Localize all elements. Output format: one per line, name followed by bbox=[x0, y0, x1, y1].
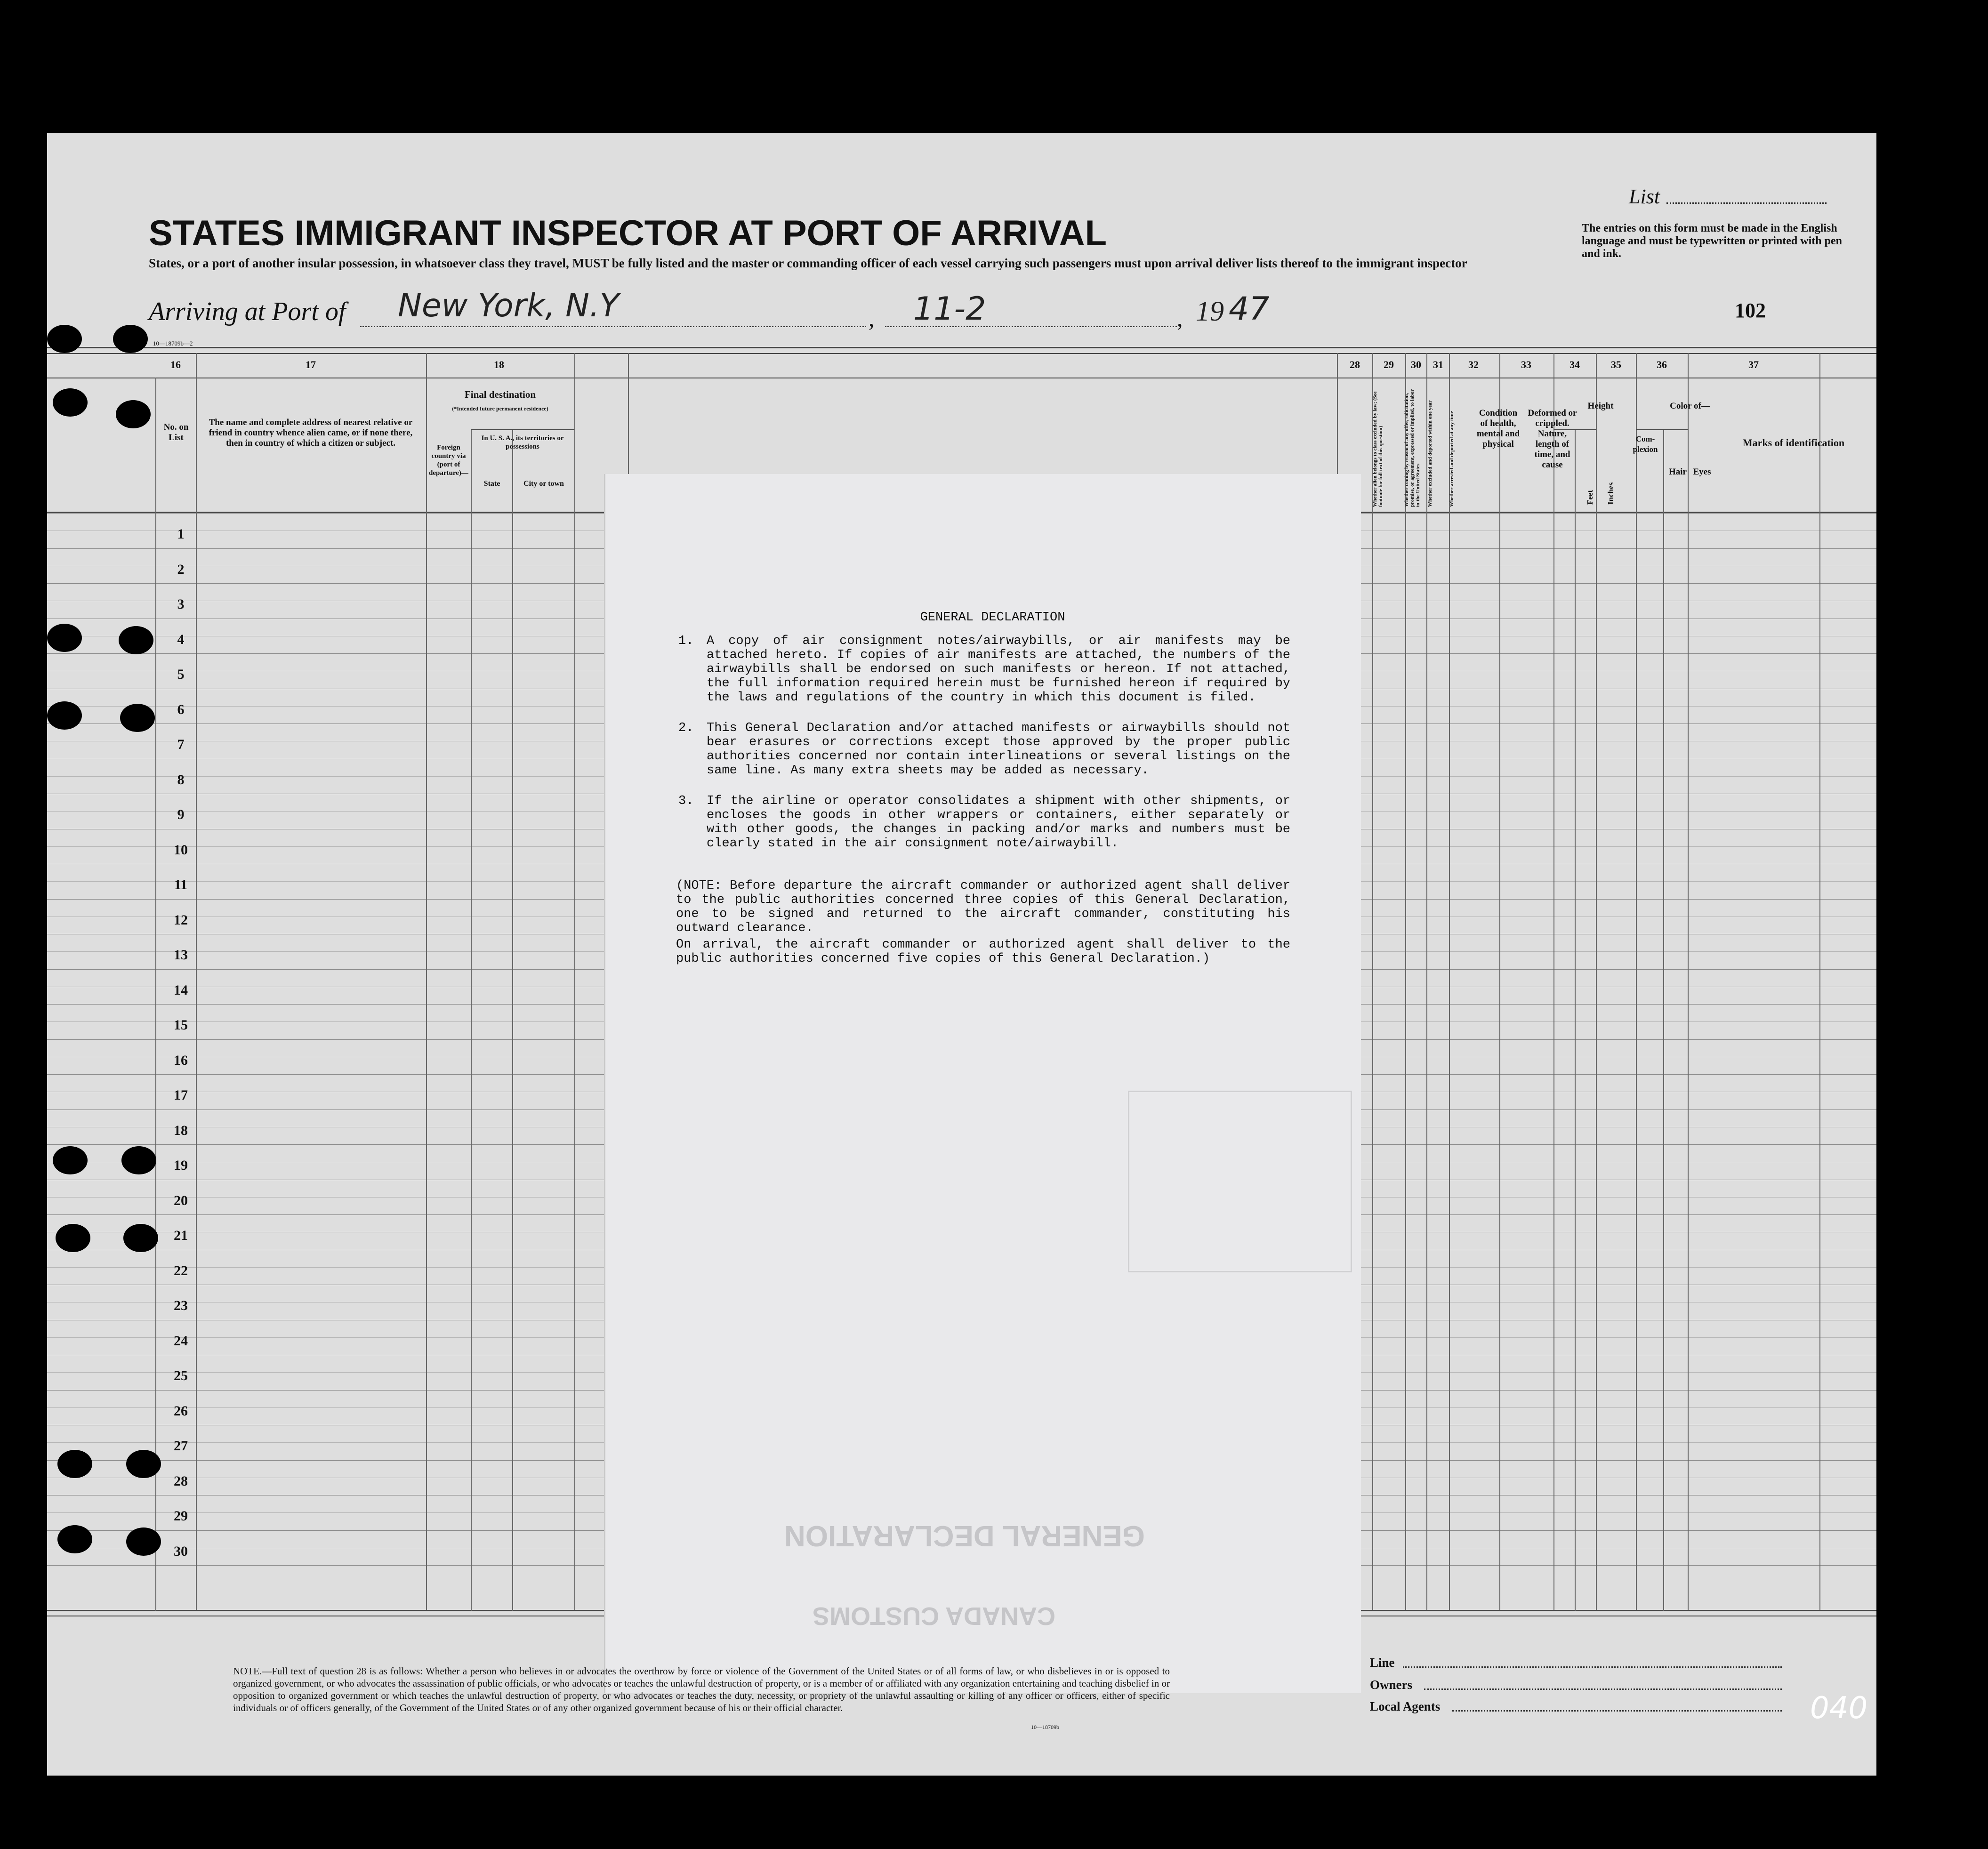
row-number: 21 bbox=[174, 1228, 188, 1243]
year-handwritten: 47 bbox=[1229, 290, 1270, 328]
list-number-line bbox=[1666, 202, 1827, 204]
frame-number: 040 bbox=[1810, 1691, 1868, 1726]
declaration-note: (NOTE: Before departure the aircraft commander or authorized agent shall deliver to the public authorities concerned three copies of this General Declaration, one to be signed and returned to the aircraft commander, constituting his outward clearance. bbox=[676, 879, 1290, 935]
line-label: Line bbox=[1370, 1656, 1395, 1670]
header-foreign-country: Foreign country via (port of departure)— bbox=[429, 444, 468, 477]
comma-2: , bbox=[1177, 305, 1183, 331]
binder-hole bbox=[120, 704, 155, 732]
colnum-32: 32 bbox=[1468, 359, 1479, 370]
binder-hole bbox=[126, 1450, 161, 1478]
header-relative-address: The name and complete address of nearest relative or friend in country whence alien came, or if none there, then in country of which a citizen or subject. bbox=[209, 418, 413, 448]
owners-field bbox=[1424, 1688, 1782, 1690]
colnum-16: 16 bbox=[170, 359, 181, 370]
header-color-of: Color of— bbox=[1670, 401, 1710, 411]
binder-hole bbox=[126, 1527, 161, 1556]
general-declaration-sheet bbox=[604, 474, 1361, 1693]
row-number: 3 bbox=[177, 596, 185, 612]
form-title: STATES IMMIGRANT INSPECTOR AT PORT OF ARRIVAL bbox=[149, 213, 1107, 253]
binder-hole bbox=[57, 1450, 92, 1478]
header-city: City or town bbox=[523, 480, 564, 488]
binder-hole bbox=[57, 1525, 92, 1553]
header-hair: Hair bbox=[1669, 467, 1687, 477]
col-line bbox=[1636, 353, 1637, 1610]
col-line bbox=[1596, 353, 1597, 1610]
row-number: 24 bbox=[174, 1333, 188, 1349]
date-handwritten: 11-2 bbox=[913, 290, 986, 328]
entries-note: The entries on this form must be made in the English language and must be typewritten or printed with pen and ink. bbox=[1582, 222, 1842, 260]
header-inches: Inches bbox=[1606, 482, 1615, 505]
colnum-34: 34 bbox=[1569, 359, 1580, 370]
header-condition-health: Condition of health, mental and physical bbox=[1476, 408, 1520, 449]
arriving-label: Arriving at Port of bbox=[149, 297, 346, 326]
footnote-question-28: NOTE.—Full text of question 28 is as follows: Whether a person who believes in or advocates the overthrow by force or violence of the Government of the United States or of all forms of law, or who disbelieves in or is opposed to organized government, or who advocates the assassination of public officials, or who advocates or teaches the unlawful destruction of property, or is a member of or affiliated with any organization entertaining and teaching disbelief in or opposition to organized government or which teaches the unlawful destruction of property, or who advocates or teaches the duty, necessity, or propriety of the unlawful assaulting or killing of any officer or officers, either of specific individuals or of officers generally, of the Government of the United States or of any other organized government because of his or their official character. bbox=[233, 1665, 1170, 1713]
header-final-destination: Final destination bbox=[464, 389, 536, 400]
usa-sub-rule bbox=[471, 429, 574, 430]
manifest-sheet bbox=[47, 133, 1876, 1776]
row-number: 11 bbox=[174, 877, 188, 892]
comma-1: , bbox=[869, 305, 875, 331]
header-q31: Whether arrested and deported at any time bbox=[1449, 411, 1455, 507]
row-number: 7 bbox=[177, 737, 185, 752]
row-number: 30 bbox=[174, 1543, 188, 1559]
col-line bbox=[1663, 429, 1664, 1611]
declaration-item-1-number: 1. bbox=[678, 634, 694, 648]
row-number: 27 bbox=[174, 1438, 188, 1454]
row-number: 15 bbox=[174, 1017, 188, 1033]
row-number: 9 bbox=[177, 807, 185, 822]
table-top-rule-2 bbox=[47, 353, 1876, 354]
row-number: 5 bbox=[177, 667, 185, 682]
col-line bbox=[1499, 353, 1500, 1610]
owners-label: Owners bbox=[1370, 1678, 1412, 1692]
binder-hole bbox=[113, 325, 148, 353]
row-number: 10 bbox=[174, 842, 188, 858]
declaration-heading: GENERAL DECLARATION bbox=[920, 611, 1065, 625]
local-agents-field bbox=[1452, 1710, 1782, 1712]
row-number: 8 bbox=[177, 772, 185, 788]
col-line bbox=[155, 378, 156, 1611]
row-number: 19 bbox=[174, 1158, 188, 1173]
binder-hole bbox=[47, 624, 82, 652]
colnum-18: 18 bbox=[494, 359, 504, 370]
colnum-33: 33 bbox=[1521, 359, 1531, 370]
binder-hole bbox=[47, 325, 82, 353]
col-line bbox=[1405, 353, 1406, 1610]
row-number: 20 bbox=[174, 1192, 188, 1208]
col-line bbox=[1819, 353, 1820, 1610]
declaration-item-3: If the airline or operator consolidates a shipment with other shipments, or encloses the goods in other wrappers or containers, either separately or with other goods, the changes in packing and/or marks and numbers must be clearly stated in the air consignment note/airwaybill. bbox=[707, 794, 1290, 851]
header-height: Height bbox=[1587, 401, 1614, 411]
bleed-through-declaration: GENERAL DECLARATION bbox=[784, 1519, 1145, 1552]
col-line bbox=[471, 429, 472, 1611]
year-prefix: 19 bbox=[1196, 296, 1224, 327]
row-number: 22 bbox=[174, 1262, 188, 1278]
row-number: 12 bbox=[174, 912, 188, 928]
bleed-through-customs: CANADA CUSTOMS bbox=[813, 1602, 1056, 1630]
colnum-36: 36 bbox=[1657, 359, 1667, 370]
col-line bbox=[512, 429, 513, 1611]
header-q29: Whether coming by reason of any offer, solicitation, promise, or agreement, expressed or implied, to labor in the United States bbox=[1404, 389, 1421, 507]
port-handwritten: New York, N.Y bbox=[398, 287, 620, 324]
footnote-form-number: 10—18709b bbox=[1031, 1724, 1059, 1730]
colnum-29: 29 bbox=[1384, 359, 1394, 370]
declaration-item-3-number: 3. bbox=[678, 794, 694, 808]
binder-hole bbox=[116, 400, 151, 428]
header-q28: Whether alien belongs to class excluded by law; (See footnote for full text of this question) bbox=[1372, 391, 1384, 507]
binder-hole bbox=[53, 1146, 88, 1174]
page-number: 102 bbox=[1735, 299, 1766, 322]
declaration-item-2: This General Declaration and/or attached manifests or airwaybills should not bear erasures or corrections except those approved by the proper public authorities concerned nor contain interlineations or several listings on the same line. As many extra sheets may be added as necessary. bbox=[707, 721, 1290, 778]
row-number: 16 bbox=[174, 1052, 188, 1068]
binder-hole bbox=[123, 1224, 158, 1252]
declaration-item-1: A copy of air consignment notes/airwaybills, or air manifests may be attached hereto. If copies of air manifests are attached, the numbers of the airwaybills shall be endorsed on such manifests or hereon. If not attached, the full information required herein must be furnished hereon if required by the laws and regulations of the country in which this document is filed. bbox=[707, 634, 1290, 705]
bleed-through-box bbox=[1128, 1091, 1352, 1272]
color-sub-rule bbox=[1636, 429, 1688, 430]
header-deformed: Deformed or crippled. Nature, length of time, and cause bbox=[1528, 408, 1577, 470]
row-number: 17 bbox=[174, 1087, 188, 1103]
line-field bbox=[1403, 1666, 1782, 1668]
row-number: 6 bbox=[177, 701, 185, 717]
row-number: 25 bbox=[174, 1368, 188, 1383]
row-number: 29 bbox=[174, 1508, 188, 1524]
row-number: 13 bbox=[174, 947, 188, 963]
row-number: 2 bbox=[177, 561, 185, 577]
colnum-30: 30 bbox=[1411, 359, 1421, 370]
row-number: 4 bbox=[177, 631, 185, 647]
binder-hole bbox=[47, 701, 82, 730]
binder-hole bbox=[119, 626, 153, 654]
header-complexion: Com-plexion bbox=[1633, 434, 1658, 454]
row-number: 14 bbox=[174, 982, 188, 998]
col-line bbox=[1449, 353, 1450, 1610]
row-number: 26 bbox=[174, 1403, 188, 1419]
col-line bbox=[1688, 353, 1689, 1610]
table-top-rule bbox=[47, 347, 1876, 348]
row-number: 18 bbox=[174, 1122, 188, 1138]
header-no-on-list: No. on List bbox=[163, 422, 189, 442]
binder-hole bbox=[56, 1224, 90, 1252]
header-state: State bbox=[483, 480, 500, 488]
header-q30: Whether excluded and deported within one year bbox=[1427, 400, 1433, 507]
header-marks: Marks of identification bbox=[1742, 437, 1845, 449]
declaration-arrival-note: On arrival, the aircraft commander or authorized agent shall deliver to the public authorities concerned five copies of this General Declaration.) bbox=[676, 938, 1290, 966]
col-line bbox=[1553, 353, 1554, 1610]
col-line bbox=[426, 353, 427, 1610]
row-number: 28 bbox=[174, 1473, 188, 1489]
row-number: 1 bbox=[177, 526, 185, 542]
binder-hole bbox=[53, 388, 88, 417]
colnum-37: 37 bbox=[1748, 359, 1759, 370]
form-number: 10—18709b—2 bbox=[153, 340, 193, 347]
header-in-usa: In U. S. A., its territories or possessions bbox=[481, 434, 564, 450]
colnum-35: 35 bbox=[1611, 359, 1621, 370]
header-final-destination-note: (*Intended future permanent residence) bbox=[452, 405, 548, 412]
form-subtitle: States, or a port of another insular possession, in whatsoever class they travel, MUST be fully listed and the master or commanding officer of each vessel carrying such passengers must upon arrival deliver lists thereof to the immigrant inspector bbox=[149, 256, 1467, 270]
row-number: 23 bbox=[174, 1298, 188, 1313]
port-line bbox=[360, 326, 866, 327]
col-line bbox=[1372, 353, 1373, 1610]
col-line bbox=[574, 353, 575, 1610]
colnum-28: 28 bbox=[1350, 359, 1360, 370]
colnum-17: 17 bbox=[306, 359, 316, 370]
binder-hole bbox=[121, 1146, 156, 1174]
col-line bbox=[1575, 429, 1576, 1611]
header-eyes: Eyes bbox=[1693, 467, 1711, 477]
colnum-31: 31 bbox=[1433, 359, 1443, 370]
col-line bbox=[1426, 353, 1427, 1610]
local-agents-label: Local Agents bbox=[1370, 1699, 1441, 1713]
list-label: List bbox=[1629, 185, 1660, 208]
header-feet: Feet bbox=[1586, 490, 1594, 505]
declaration-item-2-number: 2. bbox=[678, 721, 694, 735]
